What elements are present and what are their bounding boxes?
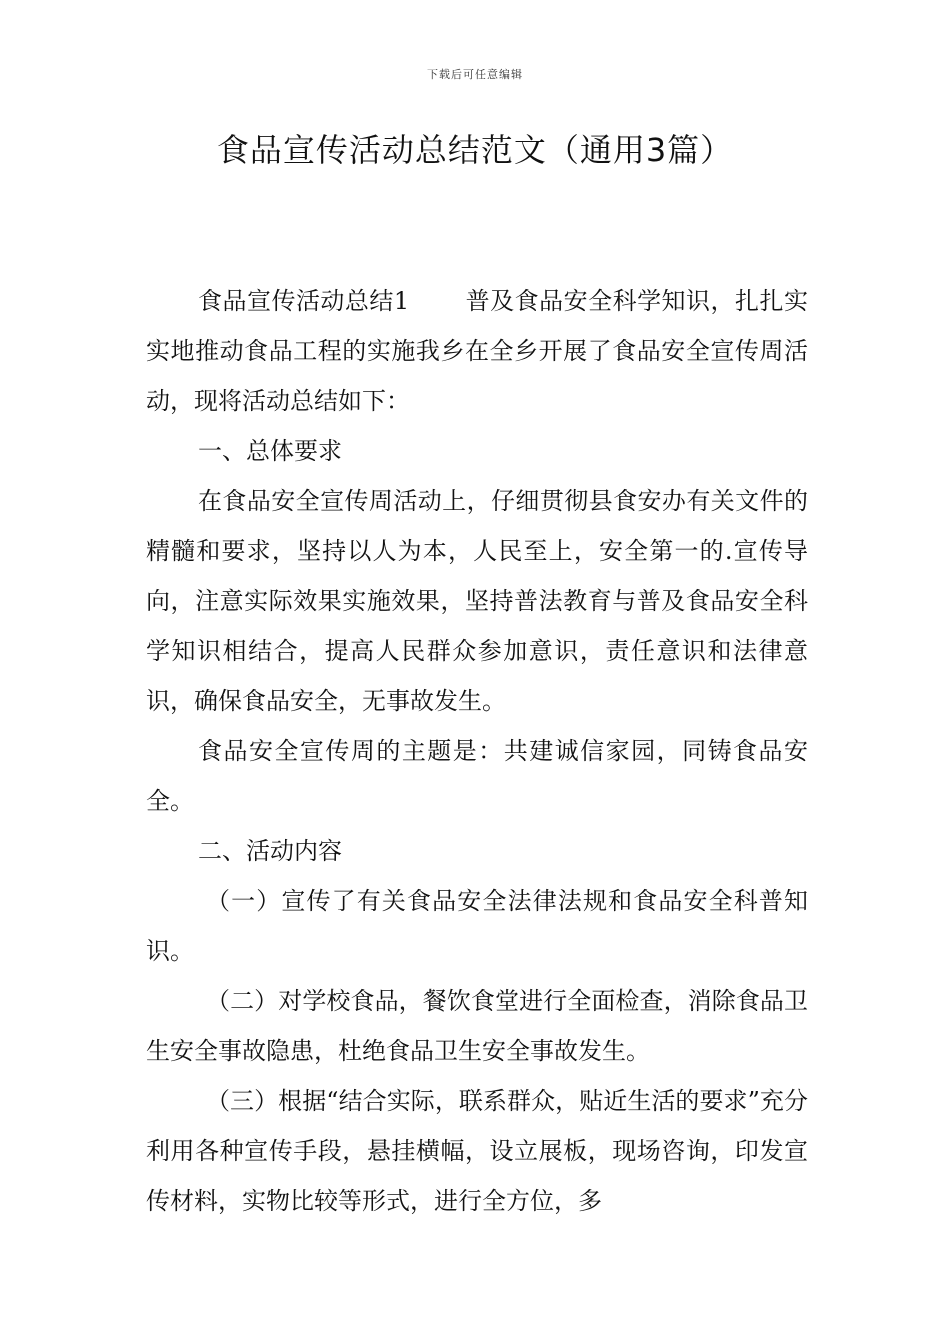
intro-text: 普及食品安全科学知识，扎扎实实地推动食品工程的实施我乡在全乡开展了食品安全宣传周活动，现将活动总结如下：	[146, 287, 808, 415]
list-item: （一）宣传了有关食品安全法律法规和食品安全科普知识。	[146, 887, 808, 965]
header-note: 下载后可任意编辑	[427, 68, 523, 81]
document-body	[146, 276, 808, 1226]
list-item: （三）根据“结合实际，联系群众，贴近生活的要求”充分利用各种宣传手段，悬挂横幅，设立展板，现场咨询，印发宣传材料，实物比较等形式，进行全方位，多	[146, 1087, 808, 1215]
document-title: 食品宣传活动总结范文（通用3篇）	[216, 131, 734, 169]
section-heading-activity-content: 二、活动内容	[198, 837, 342, 865]
body-paragraph: 食品安全宣传周的主题是：共建诚信家园，同铸食品安全。	[146, 737, 808, 815]
list-item: （二）对学校食品，餐饮食堂进行全面检查，消除食品卫生安全事故隐患，杜绝食品卫生安全事故发生。	[146, 987, 808, 1065]
intro-paragraph	[146, 276, 808, 426]
section-heading-overall-requirements: 一、总体要求	[198, 437, 342, 465]
body-paragraph: 在食品安全宣传周活动上，仔细贯彻县食安办有关文件的精髓和要求，坚持以人为本，人民至上，安全第一的.宣传导向，注意实际效果实施效果，坚持普法教育与普及食品安全科学知识相结合，提高人民群众参加意识，责任意识和法律意识，确保食品安全，无事故发生。	[146, 487, 808, 715]
section-heading: 食品宣传活动总结1	[198, 287, 410, 315]
